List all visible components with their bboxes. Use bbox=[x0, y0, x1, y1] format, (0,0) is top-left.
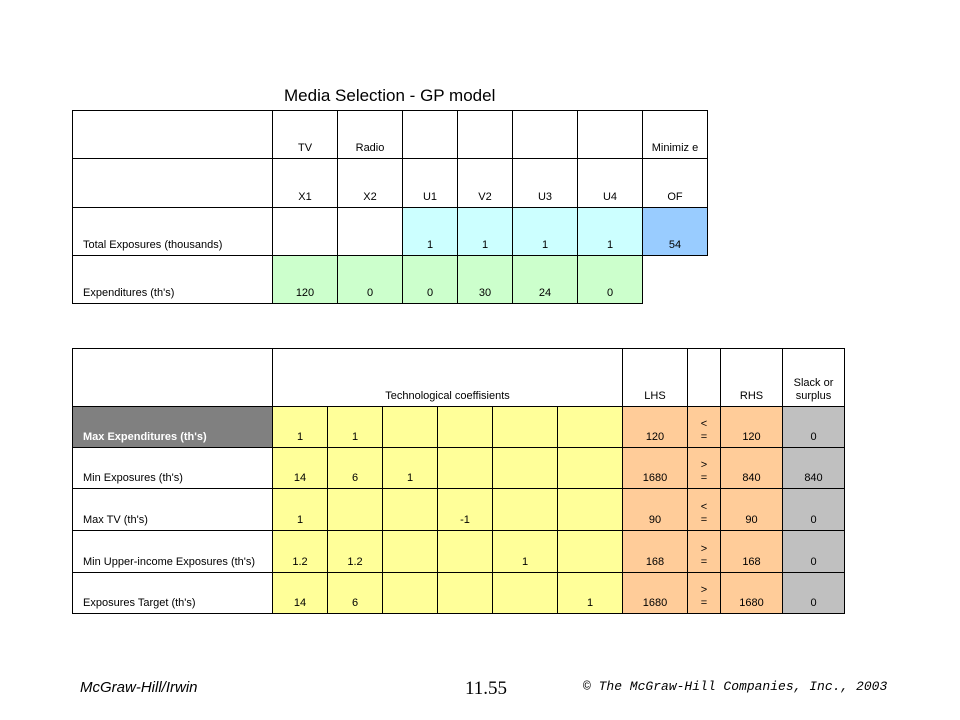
coef-cell: 6 bbox=[328, 448, 383, 489]
coef-cell: 1 bbox=[328, 407, 383, 448]
operator-cell: > = bbox=[688, 448, 721, 489]
table-row bbox=[73, 208, 708, 256]
slack-header: Slack or surplus bbox=[783, 349, 845, 407]
coef-cell: 6 bbox=[328, 573, 383, 614]
header-cell: TV bbox=[273, 111, 338, 159]
rhs-header: RHS bbox=[721, 349, 783, 407]
slack-cell: 840 bbox=[783, 448, 845, 489]
coef-cell bbox=[558, 531, 623, 573]
header-cell: V2 bbox=[458, 159, 513, 208]
tech-coef-header: Technological coeffisients bbox=[273, 349, 623, 407]
slack-cell: 0 bbox=[783, 489, 845, 531]
table-cell: 24 bbox=[513, 256, 578, 304]
header-cell: X1 bbox=[273, 159, 338, 208]
coef-cell bbox=[438, 531, 493, 573]
coef-cell: -1 bbox=[438, 489, 493, 531]
table-cell: 1 bbox=[458, 208, 513, 256]
table-cell bbox=[273, 208, 338, 256]
lhs-cell: 168 bbox=[623, 531, 688, 573]
table-cell: 0 bbox=[578, 256, 643, 304]
rhs-cell: 90 bbox=[721, 489, 783, 531]
coef-cell bbox=[383, 573, 438, 614]
rhs-cell: 120 bbox=[721, 407, 783, 448]
coef-cell: 1 bbox=[273, 407, 328, 448]
table-row bbox=[73, 407, 845, 448]
coef-cell: 1 bbox=[493, 531, 558, 573]
page-title: Media Selection - GP model bbox=[284, 86, 496, 105]
header-cell bbox=[458, 111, 513, 159]
header-cell: U4 bbox=[578, 159, 643, 208]
table-row bbox=[73, 448, 845, 489]
table-row bbox=[73, 573, 845, 614]
coef-cell bbox=[438, 573, 493, 614]
operator-cell: > = bbox=[688, 573, 721, 614]
header-cell bbox=[73, 159, 273, 208]
slack-cell: 0 bbox=[783, 573, 845, 614]
rhs-cell: 840 bbox=[721, 448, 783, 489]
coef-cell bbox=[438, 448, 493, 489]
coef-cell bbox=[438, 407, 493, 448]
row-label: Min Exposures (th's) bbox=[73, 448, 273, 489]
coef-cell: 1 bbox=[273, 489, 328, 531]
table-cell: 1 bbox=[403, 208, 458, 256]
header-cell: Radio bbox=[338, 111, 403, 159]
objective-table bbox=[72, 110, 708, 304]
coef-cell bbox=[493, 407, 558, 448]
slack-cell: 0 bbox=[783, 531, 845, 573]
coef-cell bbox=[493, 448, 558, 489]
row-label: Total Exposures (thousands) bbox=[73, 208, 273, 256]
coef-cell bbox=[493, 489, 558, 531]
slack-cell: 0 bbox=[783, 407, 845, 448]
lhs-cell: 90 bbox=[623, 489, 688, 531]
row-label: Exposures Target (th's) bbox=[73, 573, 273, 614]
coef-cell: 1.2 bbox=[273, 531, 328, 573]
header-cell: U1 bbox=[403, 159, 458, 208]
coef-cell: 14 bbox=[273, 448, 328, 489]
constraints-table bbox=[72, 348, 845, 614]
coef-cell bbox=[558, 407, 623, 448]
rhs-cell: 1680 bbox=[721, 573, 783, 614]
row-label: Max Expenditures (th's) bbox=[73, 407, 273, 448]
row-label: Max TV (th's) bbox=[73, 489, 273, 531]
header-row-1 bbox=[73, 111, 708, 159]
coef-cell bbox=[383, 531, 438, 573]
header-row bbox=[73, 349, 845, 407]
lhs-cell: 120 bbox=[623, 407, 688, 448]
coef-cell bbox=[493, 573, 558, 614]
row-label: Min Upper-income Exposures (th's) bbox=[73, 531, 273, 573]
header-cell bbox=[73, 349, 273, 407]
coef-cell: 1.2 bbox=[328, 531, 383, 573]
table-cell: 0 bbox=[338, 256, 403, 304]
header-cell: U3 bbox=[513, 159, 578, 208]
copyright-label: © The McGraw-Hill Companies, Inc., 2003 bbox=[583, 679, 888, 694]
header-row-2 bbox=[73, 159, 708, 208]
table-row bbox=[73, 256, 708, 304]
operator-cell: < = bbox=[688, 407, 721, 448]
coef-cell bbox=[328, 489, 383, 531]
lhs-cell: 1680 bbox=[623, 573, 688, 614]
coef-cell: 14 bbox=[273, 573, 328, 614]
table-cell: 30 bbox=[458, 256, 513, 304]
header-cell: X2 bbox=[338, 159, 403, 208]
coef-cell bbox=[558, 489, 623, 531]
row-label: Expenditures (th's) bbox=[73, 256, 273, 304]
lhs-cell: 1680 bbox=[623, 448, 688, 489]
coef-cell bbox=[383, 489, 438, 531]
coef-cell: 1 bbox=[558, 573, 623, 614]
header-cell bbox=[513, 111, 578, 159]
header-cell: Minimiz e bbox=[643, 111, 708, 159]
operator-cell: > = bbox=[688, 531, 721, 573]
objective-value: 54 bbox=[643, 208, 708, 256]
header-cell bbox=[688, 349, 721, 407]
table-cell: 1 bbox=[513, 208, 578, 256]
header-cell bbox=[73, 111, 273, 159]
table-cell: 1 bbox=[578, 208, 643, 256]
table-row bbox=[73, 531, 845, 573]
header-cell: OF bbox=[643, 159, 708, 208]
publisher-label: McGraw-Hill/Irwin bbox=[80, 679, 198, 696]
slide-number: 11.55 bbox=[465, 678, 508, 699]
table-cell: 0 bbox=[403, 256, 458, 304]
operator-cell: < = bbox=[688, 489, 721, 531]
coef-cell bbox=[383, 407, 438, 448]
header-cell bbox=[578, 111, 643, 159]
lhs-header: LHS bbox=[623, 349, 688, 407]
table-cell bbox=[338, 208, 403, 256]
header-cell bbox=[403, 111, 458, 159]
coef-cell bbox=[558, 448, 623, 489]
coef-cell: 1 bbox=[383, 448, 438, 489]
table-row bbox=[73, 489, 845, 531]
rhs-cell: 168 bbox=[721, 531, 783, 573]
empty-cell bbox=[643, 256, 708, 304]
table-cell: 120 bbox=[273, 256, 338, 304]
